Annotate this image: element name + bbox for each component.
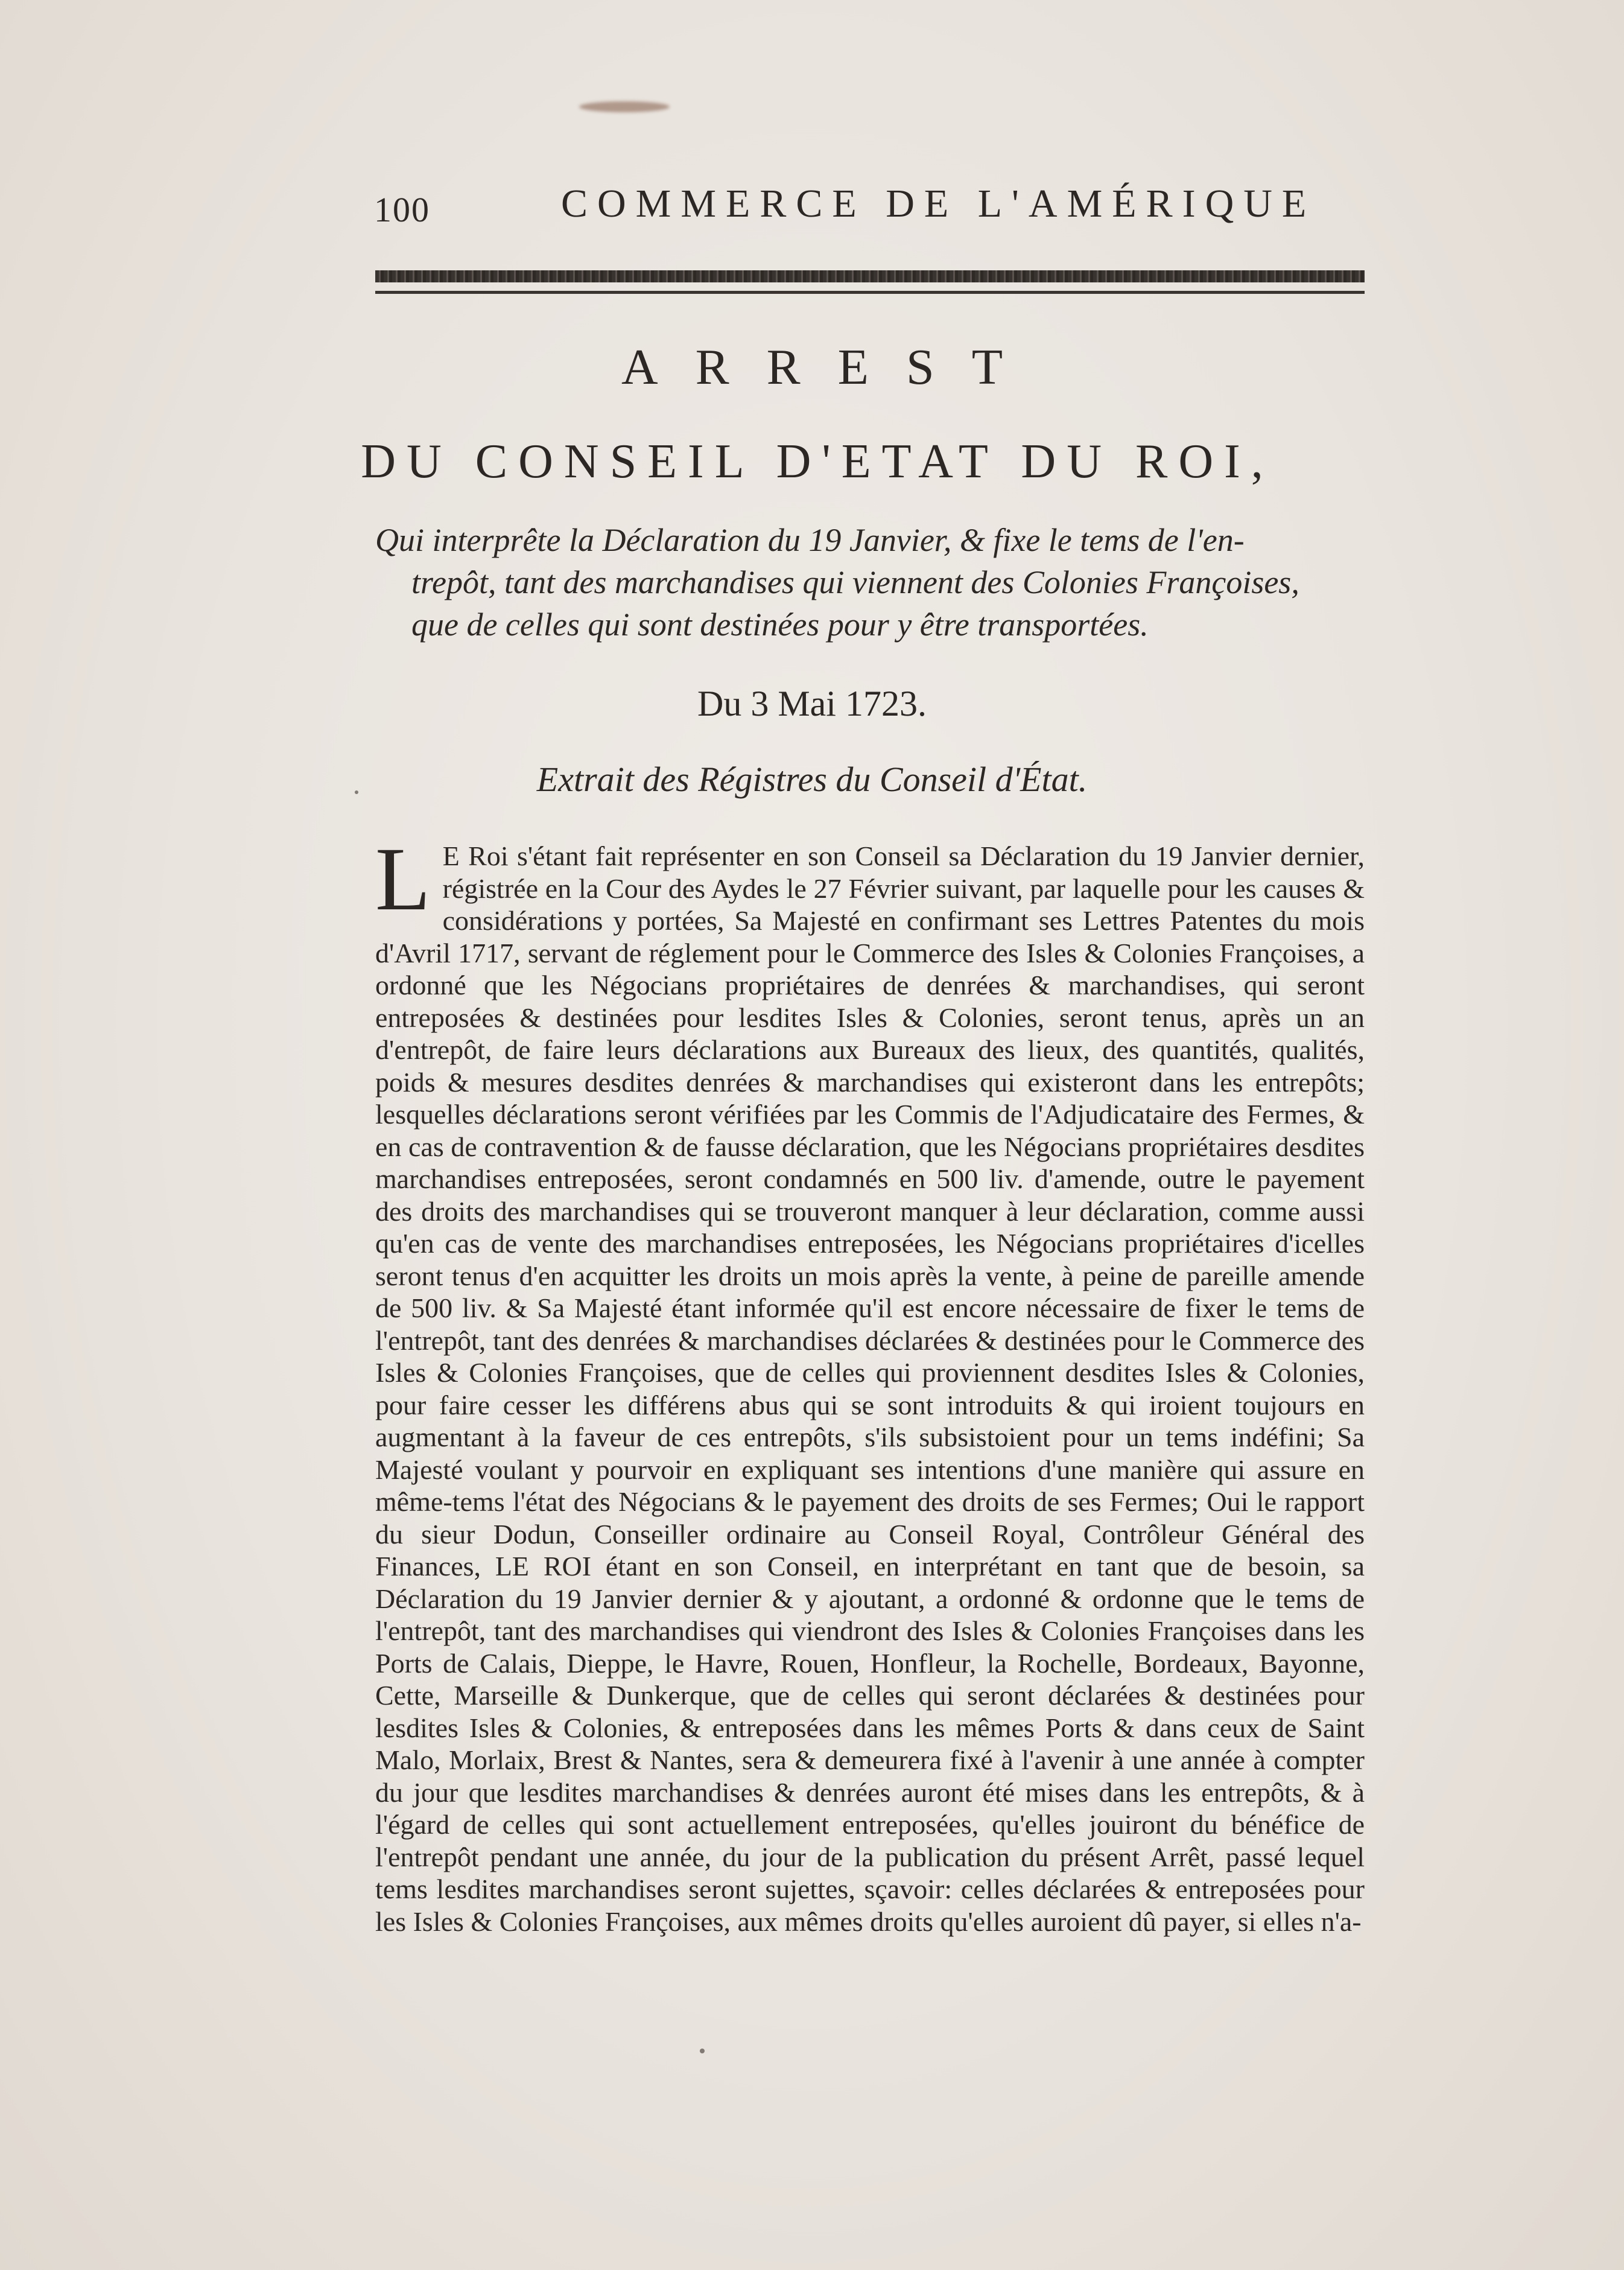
body-paragraph: E Roi s'étant fait représenter en son Conseil sa Déclaration du 19 Janvier dernier, régistrée en la Cour des Aydes le 27 Février suivant, par laquelle pour les causes & considérations y portées, Sa Majesté en confirmant ses Lettres Patentes du mois d'Avril 1717, servant de réglement pour le Commerce des Isles & Colonies Françoises, a ordonné que les Négocians propriétaires de denrées & marchandises, qui seront entreposées & destinées pour lesdites Isles & Colonies, seront tenus, après un an d'entrepôt, de faire leurs déclarations aux Bureaux des lieux, des quantités, qualités, poids & mesures desdites denrées & marchandises qui existeront dans les entrepôts; lesquelles déclarations seront vérifiées par les Commis de l'Adjudicataire des Fermes, & en cas de contravention & de fausse déclaration, que les Négocians propriétaires desdites marchandises entreposées, seront condamnés en 500 liv. d'amende, outre le payement des droits des marchandises qui se trouveront manquer à leur déclaration, comme aussi qu'en cas de vente des marchandises entreposées, les Négocians propriétaires d'icelles seront tenus d'en acquitter les droits un mois après la vente, à peine de pareille amende de 500 liv. & Sa Majesté étant informée qu'il est encore nécessaire de fixer le tems de l'entrepôt, tant des denrées & marchandises déclarées & destinées pour le Commerce des Isles & Colonies Françoises, que de celles qui proviennent desdites Isles & Colonies, pour faire cesser les différens abus qui se sont introduits & qui iroient toujours en augmentant à la faveur de ces entrepôts, s'ils subsistoient pour un tems indéfini; Sa Majesté voulant y pourvoir en expliquant ses intentions d'une manière qui assure en même-tems l'état des Négocians & le payement des droits de ses Fermes; Oui le rapport du sieur Dodun, Conseiller ordinaire au Conseil Royal, Contrôleur Général des Finances, LE ROI étant en son Conseil, en interprétant en tant que de besoin, sa Déclaration du 19 Janvier dernier & y ajoutant, a ordonné & ordonne que le tems de l'entrepôt, tant des marchandises qui viendront des Isles & Colonies Françoises dans les Ports de Calais, Dieppe, le Havre, Rouen, Honfleur, la Rochelle, Bordeaux, Bayonne, Cette, Marseille & Dunkerque, que de celles qui seront déclarées & destinées pour lesdites Isles & Colonies, & entreposées dans les mêmes Ports & dans ceux de Saint Malo, Morlaix, Brest & Nantes, sera & demeurera fixé à l'avenir à une année à compter du jour que lesdites marchandises & denrées auront été mises dans les entrepôts, & à l'égard de celles qui sont actuellement entreposées, qu'elles jouiront du bénéfice de l'entrepôt pendant une année, du jour de la publication du présent Arrêt, passé lequel tems lesdites marchandises seront sujettes, sçavoir: celles déclarées & entreposées pour les Isles & Colonies Françoises, aux mêmes droits qu'elles auroient dû payer, si elles n'a- [375,841,1365,1937]
decree-summary [375,519,1365,646]
header-rule-thick [375,270,1365,282]
decree-date: Du 3 Mai 1723. [697,684,927,723]
ink-smudge [579,101,670,112]
running-title: COMMERCE DE L'AMÉRIQUE [561,182,1316,226]
document-title: ARREST [621,339,1041,395]
running-header [374,181,1363,229]
paper-speck [355,790,358,794]
paper-speck [700,2049,705,2053]
decree-body [375,829,1365,1938]
drop-cap: L [375,829,431,929]
document-subtitle: DU CONSEIL D'ETAT DU ROI, [361,435,1274,488]
extract-heading: Extrait des Régistres du Conseil d'État. [536,760,1088,799]
summary-line: trepôt, tant des marchandises qui viennent des Colonies Françoises, [411,564,1299,600]
page-number: 100 [374,190,430,229]
header-rule-thin [375,291,1365,294]
summary-line: Qui interprête la Déclaration du 19 Janvier, & fixe le tems de l'en- [375,522,1245,558]
summary-line: que de celles qui sont destinées pour y être transportées. [411,606,1149,643]
